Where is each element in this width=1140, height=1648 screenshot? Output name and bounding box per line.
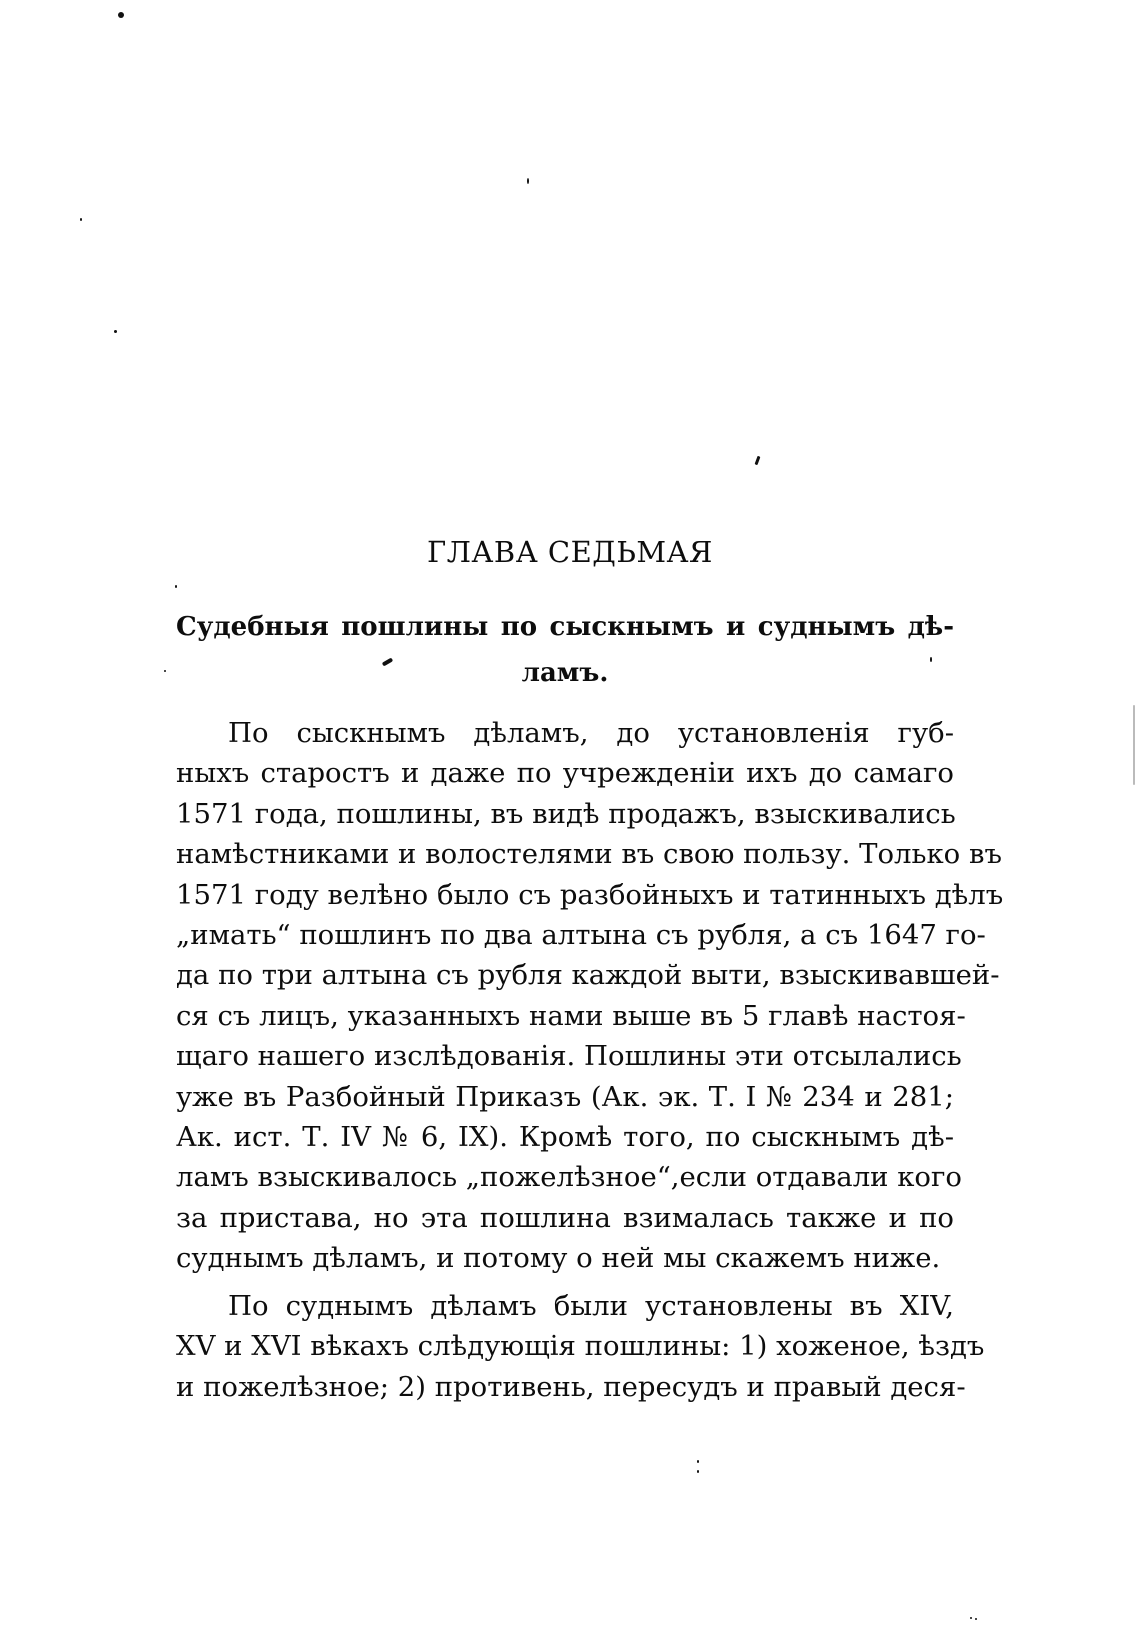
- body-text: [176, 713, 1004, 1407]
- scan-speck: [755, 456, 761, 465]
- scan-speck: [970, 1617, 972, 1619]
- text-line: ламъ взыскивалось „пожелѣзное“,если отдавали кого: [176, 1161, 962, 1194]
- scan-speck: [697, 1460, 699, 1463]
- text-line: щаго нашего изслѣдованія. Пошлины эти отсылались: [176, 1040, 962, 1073]
- text-line: „имать“ пошлинъ по два алтына съ рубля, а съ 1647 го-: [176, 919, 986, 952]
- section-title: [176, 604, 954, 696]
- text-line: суднымъ дѣламъ, и потому о ней мы скажемъ ниже.: [176, 1242, 941, 1275]
- text-line: ныхъ старостъ и даже по учрежденіи ихъ до самаго: [176, 757, 954, 790]
- paragraph-2: [176, 1286, 985, 1407]
- text-line: XV и XVI вѣкахъ слѣдующія пошлины: 1) хоженое, ѣздъ: [176, 1330, 985, 1363]
- scan-speck: [527, 178, 529, 184]
- scan-speck: [118, 12, 124, 18]
- text-line: По сыскнымъ дѣламъ, до установленія губ-: [228, 717, 954, 749]
- text-line: Ак. ист. Т. IV № 6, IX). Кромѣ того, по сыскнымъ дѣ-: [176, 1121, 954, 1154]
- scan-speck: [114, 330, 117, 333]
- scan-speck: [164, 670, 166, 672]
- section-title-line: Судебныя пошлины по сыскнымъ и суднымъ дѣ-: [176, 612, 954, 642]
- scan-speck: [975, 1618, 977, 1620]
- text-line: ся съ лицъ, указанныхъ нами выше въ 5 главѣ настоя-: [176, 999, 966, 1032]
- text-line: намѣстниками и волостелями въ свою пользу. Только въ: [176, 838, 1002, 871]
- scan-speck: [930, 657, 932, 662]
- text-line: 1571 года, пошлины, въ видѣ продажъ, взыскивались: [176, 797, 956, 830]
- text-line: за пристава, но эта пошлина взималась также и по: [176, 1201, 954, 1234]
- text-line: 1571 году велѣно было съ разбойныхъ и татинныхъ дѣлъ: [176, 878, 1004, 911]
- text-line: да по три алтына съ рубля каждой выти, взыскивавшей-: [176, 959, 1000, 992]
- text-line: По суднымъ дѣламъ были установлены въ XIV,: [228, 1289, 954, 1322]
- scan-speck: [1133, 705, 1135, 785]
- text-line: и пожелѣзное; 2) противень, пересудъ и правый деся-: [176, 1370, 966, 1403]
- paragraph-gap: [176, 1279, 954, 1286]
- paragraph-1: [176, 713, 1004, 1279]
- scan-speck: [80, 218, 82, 221]
- scan-speck: [697, 1470, 699, 1473]
- text-line: уже въ Разбойный Приказъ (Ак. эк. Т. I № 234 и 281;: [176, 1080, 954, 1113]
- scan-speck: [175, 585, 177, 588]
- section-title-line: ламъ.: [521, 658, 609, 688]
- chapter-heading: ГЛАВА СЕДЬМАЯ: [427, 535, 713, 569]
